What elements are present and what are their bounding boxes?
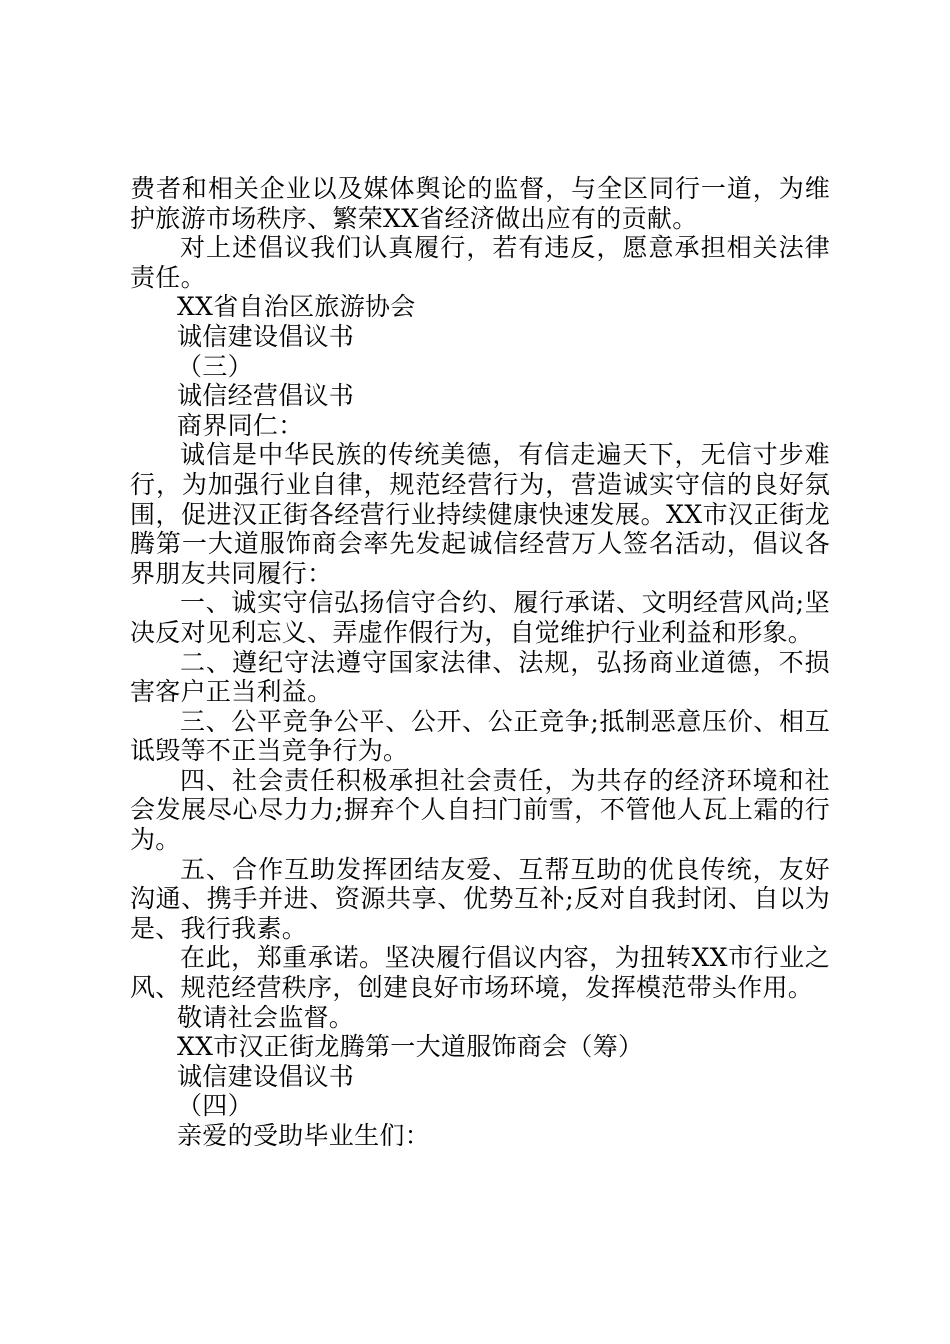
document-title: 诚信经营倡议书 [177,381,355,411]
paragraph-item-4: 四、社会责任积极承担社会责任，为共存的经济环境和社会发展尽心尽力力;摒弃个人自扫门前雪，不管他人瓦上霜的行为。 [130,765,830,855]
paragraph-intro: 诚信是中华民族的传统美德，有信走遍天下，无信寸步难行，为加强行业自律，规范经营行为，营造诚实守信的良好氛围，促进汉正街各经营行业持续健康快速发展。XX市汉正街龙腾第一大道服饰商会率先发起诚信经营万人签名活动，倡议各界朋友共同履行： [130,440,830,588]
supervision-request: 敬请社会监督。 [177,1002,355,1032]
paragraph-item-1: 一、诚实守信弘扬信守合约、履行承诺、文明经营风尚;坚决反对见利忘义、弄虚作假行为，自觉维护行业利益和形象。 [130,588,830,647]
section-number: （三） [177,351,253,381]
section-number: （四） [177,1091,253,1121]
salutation: 亲爱的受助毕业生们： [177,1121,431,1150]
paragraph-item-5: 五、合作互助发挥团结友爱、互帮互助的优良传统，友好沟通、携手并进、资源共享、优势互补;反对自我封闭、自以为是、我行我素。 [130,854,830,943]
paragraph-continuation: 费者和相关企业以及媒体舆论的监督，与全区同行一道，为维护旅游市场秩序、繁荣XX省经济做出应有的贡献。 [130,174,830,233]
paragraph-commitment: 对上述倡议我们认真履行，若有违反，愿意承担相关法律责任。 [130,233,830,292]
salutation: 商界同仁： [177,410,304,440]
paragraph-item-2: 二、遵纪守法遵守国家法律、法规，弘扬商业道德，不损害客户正当利益。 [130,647,830,707]
section-heading: 诚信建设倡议书 [177,321,355,351]
paragraph-pledge: 在此，郑重承诺。坚决履行倡议内容，为扭转XX市行业之风、规范经营秩序，创建良好市场环境，发挥模范带头作用。 [130,943,830,1003]
section-heading: 诚信建设倡议书 [177,1061,355,1091]
signature-chamber-of-commerce: XX市汉正街龙腾第一大道服饰商会（筹） [177,1032,644,1062]
document-body [130,174,830,1151]
signature-tourism-association: XX省自治区旅游协会 [177,292,416,322]
paragraph-item-3: 三、公平竞争公平、公开、公正竞争;抵制恶意压价、相互诋毁等不正当竞争行为。 [130,706,830,766]
